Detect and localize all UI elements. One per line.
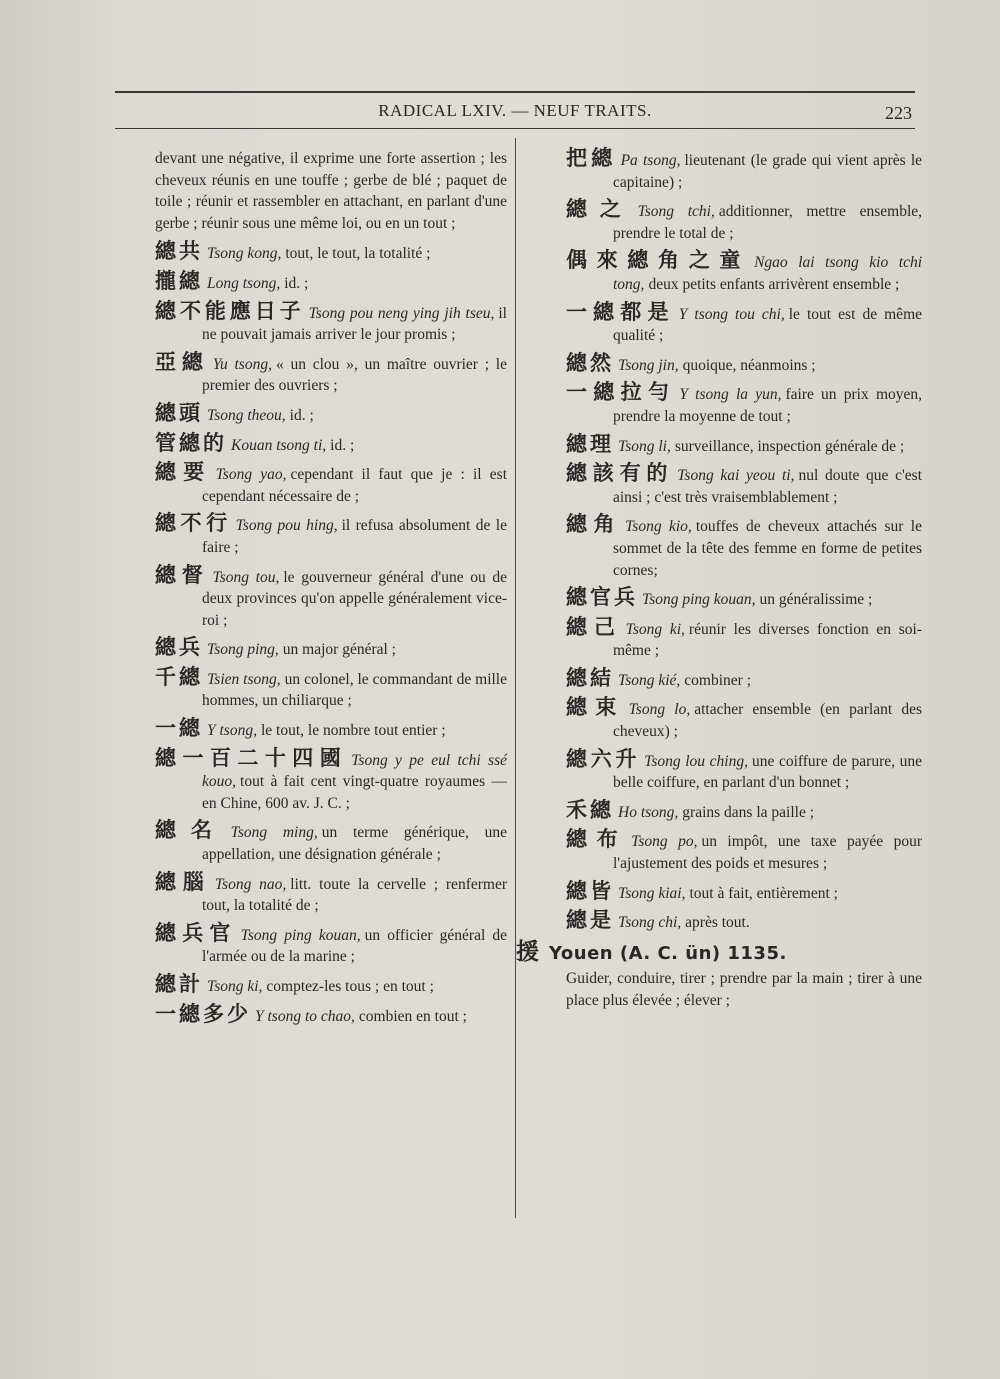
dictionary-entry [566, 829, 922, 874]
entry-romanization: Tsong kio, [625, 518, 692, 536]
dictionary-entry [155, 562, 507, 632]
entry-characters: 總然 [566, 350, 614, 375]
entry-definition: id. ; [289, 406, 314, 424]
entry-definition: combien en tout ; [358, 1007, 467, 1025]
entry-characters: 禾總 [566, 797, 614, 822]
dictionary-entry [155, 664, 507, 712]
dictionary-entry [155, 745, 507, 815]
dictionary-entry [155, 430, 507, 457]
entry-definition: lieutenant (le grade qui vient après le capitaine) ; [613, 152, 923, 191]
dictionary-entry [566, 350, 922, 377]
entry-romanization: Tsong lou ching, [644, 752, 748, 770]
entry-characters: 總己 [566, 614, 622, 639]
entry-romanization: Tsong ki, [625, 620, 685, 638]
entry-romanization: Tsien tsong, [207, 670, 281, 688]
entry-characters: 亞總 [155, 349, 209, 374]
entry-characters: 一總多少 [155, 1001, 251, 1026]
entry-characters: 攏總 [155, 268, 203, 293]
entry-romanization: Tsong yao, [215, 466, 287, 484]
dictionary-entry [155, 869, 507, 917]
heading-character: 援 [516, 938, 539, 965]
dictionary-entry [566, 614, 922, 662]
entry-romanization: Tsong pou neng ying jih tseu, [308, 304, 495, 322]
entry-romanization: Pa tsong, [620, 152, 681, 169]
dictionary-entry [566, 299, 923, 347]
entry-definition: nul doute que c'est ainsi ; c'est très vraisemblablement ; [613, 467, 923, 506]
entry-characters: 總布 [566, 827, 628, 852]
heading-gloss: Guider, conduire, tirer ; prendre par la main ; tirer à une place plus élevée ; élever ; [566, 970, 922, 1009]
entry-definition: un officier général de l'armée ou de la marine ; [202, 926, 507, 966]
entry-definition: réunir les diverses fonction en soi-même ; [613, 620, 922, 660]
entry-romanization: Tsong tchi, [637, 203, 715, 221]
header-rule-top [115, 91, 915, 93]
entry-characters: 把總 [566, 146, 617, 170]
entry-definition: le tout est de même qualité ; [613, 305, 923, 345]
entry-definition: une coiffure de parure, une belle coiffure, en parlant d'un bonnet ; [613, 752, 922, 792]
entry-romanization: Tsong nao, [214, 875, 287, 893]
entry-romanization: Yu tsong, [212, 355, 272, 373]
entry-definition: attacher ensemble (en parlant des cheveux) ; [613, 701, 922, 741]
entry-definition: il refusa absolument de le faire ; [202, 517, 507, 556]
dictionary-entry [155, 298, 507, 346]
entry-romanization: Tsong jin, [618, 356, 679, 374]
entry-romanization: Ho tsong, [618, 803, 679, 821]
dictionary-entry [566, 463, 922, 508]
entry-characters: 總頭 [155, 400, 203, 425]
dictionary-entry [566, 797, 922, 824]
entry-romanization: Long tsong, [207, 274, 281, 292]
entry-romanization: Kouan tsong ti, [231, 436, 327, 454]
entry-definition: tout, le tout, la totalité ; [285, 245, 431, 263]
entry-definition: id. ; [284, 274, 309, 292]
entry-definition: le tout, le nombre tout entier ; [260, 722, 446, 740]
entry-definition: comptez-les tous ; en tout ; [266, 978, 434, 995]
dictionary-entry [155, 268, 507, 295]
dictionary-entry [566, 697, 922, 742]
entry-definition: un impôt, une taxe payée pour l'ajustement des poids et mesures ; [613, 833, 923, 873]
entry-characters: 總計 [155, 972, 203, 996]
entry-characters: 總束 [566, 695, 625, 720]
dictionary-entry [566, 910, 922, 934]
dictionary-entry [566, 587, 922, 611]
dictionary-entry [155, 718, 507, 742]
entry-definition: il ne pouvait jamais arriver le jour promis ; [202, 304, 507, 344]
entry-characters: 一總拉勻 [566, 380, 676, 405]
right-column [516, 146, 923, 1019]
dictionary-entry [155, 513, 507, 558]
entry-characters: 總皆 [566, 878, 614, 903]
entry-definition: litt. toute la cervelle ; renfermer tout, la totalité de ; [202, 875, 507, 915]
entry-definition: le gouverneur général d'une ou de deux provinces qu'on appelle généralement vice-roi ; [202, 568, 507, 629]
entry-romanization: Tsong ming, [230, 824, 318, 842]
entry-romanization: Tsong po, [631, 833, 698, 851]
entry-romanization: Tsong lo, [628, 701, 691, 719]
radical-heading [516, 938, 922, 965]
entry-romanization: Tsong y pe eul tchi ssé kouo, [202, 751, 507, 791]
entry-characters: 總腦 [155, 869, 211, 894]
entry-romanization: Tsong ping kouan, [642, 591, 756, 609]
entry-definition: touffes de cheveux attachés sur le sommet de la tête des femme en forme de petites cornes; [613, 518, 922, 579]
entry-romanization: Tsong theou, [207, 406, 286, 424]
entry-characters: 總名 [155, 818, 227, 843]
entry-romanization: Y tsong tou chi, [678, 305, 785, 323]
entry-romanization: Tsong kai yeou ti, [677, 467, 795, 485]
entry-romanization: Tsong kiai, [618, 884, 686, 902]
entry-definition: un généralissime ; [759, 591, 873, 609]
entry-romanization: Tsong kié, [618, 671, 681, 689]
entry-definition: faire un prix moyen, prendre la moyenne de tout ; [613, 386, 923, 425]
entry-characters: 總結 [566, 665, 614, 690]
dictionary-entry [155, 974, 507, 998]
entry-definition: un terme générique, une appellation, une désignation générale ; [202, 824, 507, 864]
entry-characters: 總之 [566, 197, 634, 222]
entry-romanization: Ngao lai tsong kio tchi tong, [613, 254, 923, 293]
entry-characters: 總理 [566, 431, 614, 456]
entry-romanization: Y tsong la yun, [679, 386, 782, 404]
entry-romanization: Tsong ping kouan, [240, 926, 361, 944]
dictionary-entry [566, 878, 922, 905]
entry-definition: combiner ; [684, 671, 752, 689]
dictionary-entry [155, 637, 507, 661]
entry-characters: 一總 [155, 716, 203, 741]
entry-romanization: Tsong li, [618, 437, 671, 455]
entry-definition: un major général ; [282, 641, 396, 659]
dictionary-entry [155, 241, 507, 265]
entry-romanization: Y tsong, [207, 722, 257, 740]
column-divider [515, 138, 516, 1218]
intro-paragraph: devant une négative, il exprime une forte assertion ; les cheveux réunis en une touffe ; gerbe de blé ; paquet de toile ; réunir et rassembler en attachant, en parlant d'une gerbe ; réunir sous une même loi, ou en un tout ; [155, 150, 507, 232]
entry-romanization: Y tsong to chao, [255, 1007, 355, 1025]
entry-characters: 總不行 [155, 511, 232, 536]
dictionary-entry [155, 920, 507, 968]
header-rule-bottom [115, 128, 915, 129]
entry-definition: id. ; [330, 436, 355, 454]
entry-characters: 管總的 [155, 430, 227, 455]
entry-definition: deux petits enfants arrivèrent ensemble ; [648, 275, 900, 293]
entry-characters: 總不能應日子 [155, 298, 305, 323]
dictionary-entry [155, 1001, 507, 1028]
entry-definition: additionner, mettre ensemble, prendre le total de ; [613, 203, 923, 242]
entry-definition: tout à fait, entièrement ; [689, 884, 838, 902]
entry-definition: un colonel, le commandant de mille hommes, un chiliarque ; [202, 670, 507, 710]
entry-characters: 總兵 [155, 635, 203, 660]
dictionary-entry [566, 382, 922, 427]
left-column [155, 148, 507, 1033]
entry-characters: 總角 [566, 512, 622, 537]
entry-definition: après tout. [685, 914, 750, 932]
entry-characters: 偶來總角之童 [566, 248, 751, 273]
entry-romanization: Tsong ki, [207, 978, 263, 995]
entry-definition: cependant il faut que je : il est cependant nécessaire de ; [202, 466, 508, 505]
entry-definition: « un clou », un maître ouvrier ; le premier des ouvriers ; [202, 355, 507, 395]
entry-definition: surveillance, inspection générale de ; [674, 437, 905, 455]
dictionary-entry [566, 746, 922, 794]
entry-characters: 千總 [155, 664, 204, 689]
page-number: 223 [885, 103, 912, 123]
dictionary-entry [566, 250, 922, 295]
entry-romanization: Tsong tou, [212, 568, 280, 586]
entry-definition: quoique, néanmoins ; [682, 356, 816, 374]
dictionary-entry [155, 349, 507, 397]
dictionary-entry [566, 148, 922, 193]
entry-characters: 總共 [155, 239, 203, 264]
entry-characters: 總六升 [566, 746, 641, 771]
running-head: RADICAL LXIV. — NEUF TRAITS. [378, 101, 652, 120]
dictionary-entry [566, 665, 922, 692]
entry-characters: 總要 [155, 460, 212, 485]
dictionary-entry [155, 820, 507, 865]
entry-romanization: Tsong kong, [207, 245, 282, 263]
entry-definition: grains dans la paille ; [682, 803, 815, 821]
entry-romanization: Tsong ping, [207, 641, 279, 659]
dictionary-entry [155, 400, 507, 427]
entry-romanization: Tsong chi, [618, 914, 682, 932]
dictionary-entry [155, 462, 507, 507]
entry-characters: 總督 [155, 562, 209, 587]
entry-characters: 總該有的 [566, 461, 674, 486]
dictionary-entry [566, 431, 922, 458]
entry-romanization: Tsong pou hing, [235, 517, 338, 535]
heading-word: Youen (A. C. ün) 1135. [549, 942, 787, 964]
entry-characters: 總兵官 [155, 920, 237, 945]
entry-characters: 總是 [566, 908, 614, 933]
entry-definition: tout à fait cent vingt-quatre royaumes — en Chine, 600 av. J. C. ; [202, 773, 507, 812]
entry-characters: 一總都是 [566, 299, 675, 324]
dictionary-entry [566, 199, 922, 244]
entry-characters: 總官兵 [566, 585, 638, 610]
entry-characters: 總一百二十四國 [155, 745, 348, 770]
dictionary-entry [566, 514, 922, 581]
